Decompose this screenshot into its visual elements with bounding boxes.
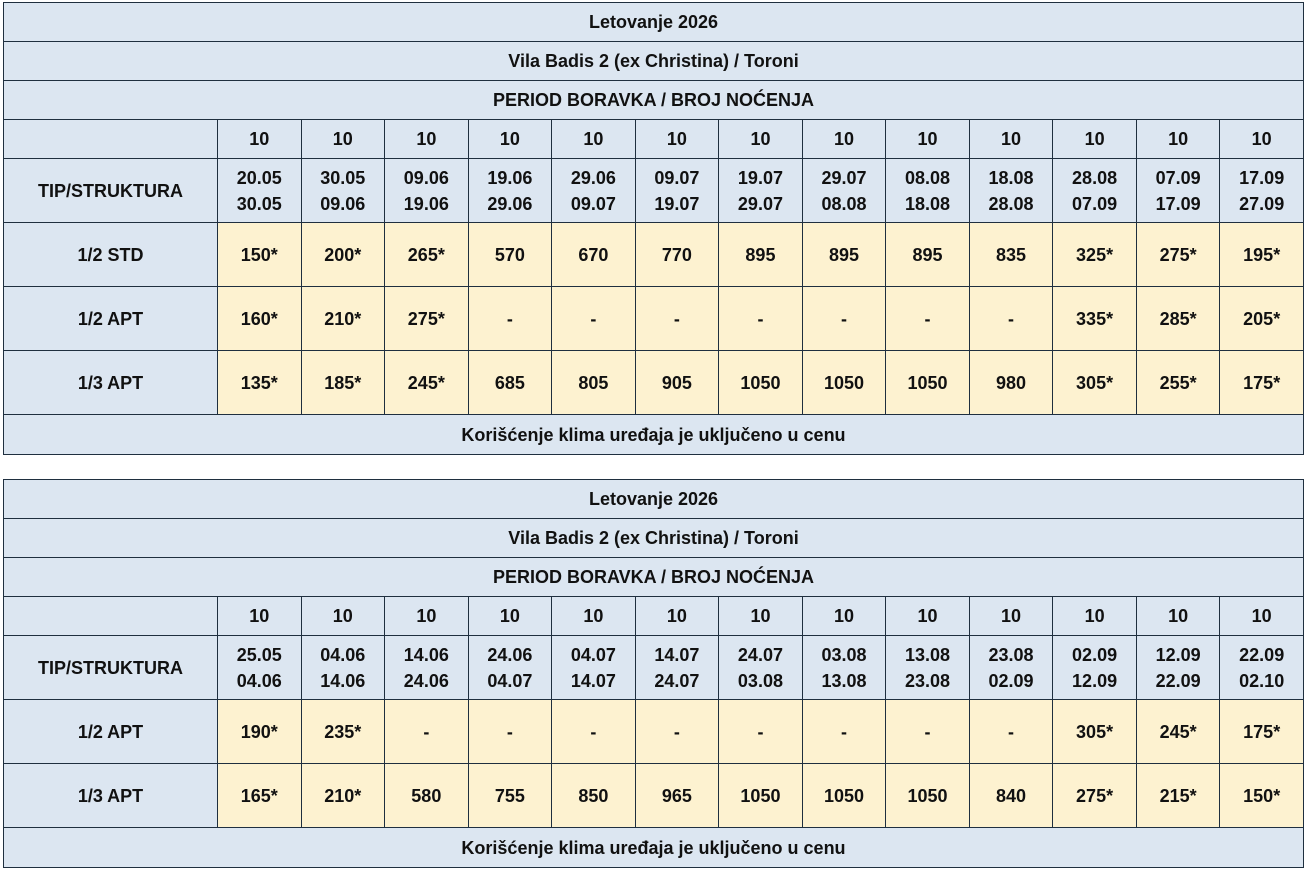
price-cell: 210*	[301, 764, 385, 828]
date-to: 14.06	[320, 670, 366, 691]
nights-cell: 10	[969, 597, 1053, 636]
type-label: TIP/STRUKTURA	[4, 636, 218, 700]
table-title: Letovanje 2026	[4, 3, 1304, 42]
date-to: 08.08	[821, 193, 867, 214]
price-cell: 755	[468, 764, 552, 828]
table-title: Letovanje 2026	[4, 480, 1304, 519]
price-cell: 285*	[1136, 287, 1220, 351]
nights-cell: 10	[719, 597, 803, 636]
date-from: 14.07	[654, 644, 700, 665]
date-cell	[468, 159, 552, 223]
date-to: 23.08	[904, 670, 951, 691]
footer-note: Korišćenje klima uređaja je uključeno u cenu	[4, 415, 1304, 455]
price-cell: -	[552, 287, 636, 351]
price-cell: 895	[886, 223, 970, 287]
date-cell	[301, 159, 385, 223]
nights-cell: 10	[468, 597, 552, 636]
date-cell	[886, 636, 970, 700]
date-from: 04.06	[320, 644, 366, 665]
price-cell: 150*	[1220, 764, 1304, 828]
date-from: 09.06	[403, 167, 449, 188]
date-from: 03.08	[821, 644, 867, 665]
date-to: 28.08	[988, 193, 1034, 214]
price-cell: 160*	[218, 287, 302, 351]
price-cell: 335*	[1053, 287, 1137, 351]
table-row	[4, 223, 1304, 287]
nights-cell: 10	[1136, 597, 1220, 636]
date-cell	[301, 636, 385, 700]
date-from: 28.08	[1072, 167, 1118, 188]
nights-cell: 10	[802, 597, 886, 636]
nights-cell: 10	[969, 120, 1053, 159]
date-from: 24.06	[487, 644, 533, 665]
date-cell	[1220, 159, 1304, 223]
date-to: 09.06	[320, 193, 366, 214]
room-type: 1/2 STD	[4, 223, 218, 287]
date-to: 03.08	[737, 670, 783, 691]
price-cell: 150*	[218, 223, 302, 287]
corner-cell	[4, 120, 218, 159]
date-to: 29.06	[487, 193, 533, 214]
price-cell: 200*	[301, 223, 385, 287]
price-cell: -	[635, 287, 719, 351]
date-to: 22.09	[1155, 670, 1201, 691]
price-cell: 275*	[1136, 223, 1220, 287]
hotel-name: Vila Badis 2 (ex Christina) / Toroni	[4, 519, 1304, 558]
date-to: 02.10	[1239, 670, 1285, 691]
price-cell: 1050	[886, 351, 970, 415]
date-cell	[802, 636, 886, 700]
price-cell: 210*	[301, 287, 385, 351]
price-cell: 895	[802, 223, 886, 287]
nights-cell: 10	[886, 120, 970, 159]
price-cell: 840	[969, 764, 1053, 828]
price-cell: 175*	[1220, 700, 1304, 764]
nights-cell: 10	[1220, 120, 1304, 159]
room-type: 1/3 APT	[4, 764, 218, 828]
date-from: 04.07	[570, 644, 616, 665]
date-to: 09.07	[570, 193, 616, 214]
date-cell	[969, 636, 1053, 700]
nights-cell: 10	[1053, 120, 1137, 159]
price-cell: 245*	[385, 351, 469, 415]
type-label: TIP/STRUKTURA	[4, 159, 218, 223]
nights-cell: 10	[635, 597, 719, 636]
price-cell: -	[969, 700, 1053, 764]
nights-cell: 10	[301, 597, 385, 636]
date-from: 18.08	[988, 167, 1034, 188]
price-cell: 185*	[301, 351, 385, 415]
nights-cell: 10	[552, 120, 636, 159]
price-cell: -	[719, 700, 803, 764]
price-cell: 215*	[1136, 764, 1220, 828]
nights-cell: 10	[1136, 120, 1220, 159]
nights-cell: 10	[218, 120, 302, 159]
date-to: 30.05	[236, 193, 282, 214]
date-from: 13.08	[904, 644, 951, 665]
price-cell: 570	[468, 223, 552, 287]
date-cell	[468, 636, 552, 700]
date-to: 04.07	[487, 670, 533, 691]
date-cell	[635, 159, 719, 223]
nights-cell: 10	[385, 597, 469, 636]
date-cell	[886, 159, 970, 223]
date-cell	[969, 159, 1053, 223]
date-cell	[1053, 159, 1137, 223]
price-cell: 205*	[1220, 287, 1304, 351]
price-cell: 685	[468, 351, 552, 415]
date-from: 22.09	[1239, 644, 1285, 665]
date-cell	[719, 636, 803, 700]
date-from: 20.05	[236, 167, 282, 188]
date-cell	[385, 159, 469, 223]
date-from: 19.07	[737, 167, 783, 188]
table-row	[4, 764, 1304, 828]
date-cell	[635, 636, 719, 700]
price-cell: -	[719, 287, 803, 351]
date-to: 18.08	[904, 193, 951, 214]
price-cell: 325*	[1053, 223, 1137, 287]
price-cell: 1050	[802, 764, 886, 828]
date-to: 19.06	[403, 193, 449, 214]
price-cell: 980	[969, 351, 1053, 415]
price-cell: -	[969, 287, 1053, 351]
date-cell	[1136, 636, 1220, 700]
nights-cell: 10	[802, 120, 886, 159]
date-from: 25.05	[236, 644, 282, 665]
footer-note: Korišćenje klima uređaja je uključeno u cenu	[4, 828, 1304, 868]
corner-cell	[4, 597, 218, 636]
date-to: 27.09	[1239, 193, 1285, 214]
room-type: 1/2 APT	[4, 700, 218, 764]
price-cell: 1050	[802, 351, 886, 415]
date-from: 30.05	[320, 167, 366, 188]
price-cell: -	[468, 287, 552, 351]
price-cell: 195*	[1220, 223, 1304, 287]
price-cell: 1050	[886, 764, 970, 828]
date-from: 29.06	[570, 167, 616, 188]
nights-cell: 10	[218, 597, 302, 636]
date-from: 14.06	[403, 644, 449, 665]
date-cell	[802, 159, 886, 223]
price-cell: 275*	[1053, 764, 1137, 828]
date-cell	[719, 159, 803, 223]
price-cell: 1050	[719, 764, 803, 828]
nights-cell: 10	[1053, 597, 1137, 636]
date-cell	[552, 159, 636, 223]
date-to: 13.08	[821, 670, 867, 691]
date-to: 04.06	[236, 670, 282, 691]
date-to: 14.07	[570, 670, 616, 691]
price-cell: 580	[385, 764, 469, 828]
nights-cell: 10	[385, 120, 469, 159]
date-from: 23.08	[988, 644, 1034, 665]
table-row	[4, 351, 1304, 415]
date-from: 07.09	[1155, 167, 1201, 188]
price-cell: 770	[635, 223, 719, 287]
date-to: 29.07	[737, 193, 783, 214]
table-row	[4, 287, 1304, 351]
price-cell: 805	[552, 351, 636, 415]
date-to: 12.09	[1072, 670, 1118, 691]
date-to: 24.06	[403, 670, 449, 691]
date-cell	[1220, 636, 1304, 700]
nights-cell: 10	[719, 120, 803, 159]
price-cell: 905	[635, 351, 719, 415]
price-cell: 965	[635, 764, 719, 828]
hotel-name: Vila Badis 2 (ex Christina) / Toroni	[4, 42, 1304, 81]
room-type: 1/3 APT	[4, 351, 218, 415]
date-cell	[385, 636, 469, 700]
date-cell	[1053, 636, 1137, 700]
price-cell: 275*	[385, 287, 469, 351]
price-cell: -	[385, 700, 469, 764]
date-to: 07.09	[1072, 193, 1118, 214]
price-table-1	[3, 2, 1304, 455]
price-cell: 190*	[218, 700, 302, 764]
price-cell: 135*	[218, 351, 302, 415]
table-row	[4, 700, 1304, 764]
date-from: 19.06	[487, 167, 533, 188]
date-to: 17.09	[1155, 193, 1201, 214]
date-from: 29.07	[821, 167, 867, 188]
nights-cell: 10	[1220, 597, 1304, 636]
date-cell	[552, 636, 636, 700]
price-cell: -	[468, 700, 552, 764]
date-cell	[218, 636, 302, 700]
date-from: 09.07	[654, 167, 700, 188]
date-cell	[1136, 159, 1220, 223]
nights-cell: 10	[301, 120, 385, 159]
price-cell: 235*	[301, 700, 385, 764]
period-label: PERIOD BORAVKA / BROJ NOĆENJA	[4, 81, 1304, 120]
price-table-2	[3, 479, 1304, 868]
price-cell: 305*	[1053, 351, 1137, 415]
period-label: PERIOD BORAVKA / BROJ NOĆENJA	[4, 558, 1304, 597]
price-cell: 305*	[1053, 700, 1137, 764]
nights-cell: 10	[635, 120, 719, 159]
price-cell: 895	[719, 223, 803, 287]
date-to: 24.07	[654, 670, 700, 691]
date-from: 08.08	[904, 167, 951, 188]
price-cell: 265*	[385, 223, 469, 287]
nights-cell: 10	[886, 597, 970, 636]
price-cell: 245*	[1136, 700, 1220, 764]
nights-cell: 10	[552, 597, 636, 636]
date-from: 24.07	[737, 644, 783, 665]
price-cell: 835	[969, 223, 1053, 287]
price-cell: -	[802, 700, 886, 764]
price-cell: -	[552, 700, 636, 764]
date-from: 12.09	[1155, 644, 1201, 665]
price-cell: 255*	[1136, 351, 1220, 415]
date-to: 02.09	[988, 670, 1034, 691]
price-cell: -	[802, 287, 886, 351]
price-cell: -	[886, 287, 970, 351]
date-from: 17.09	[1239, 167, 1285, 188]
date-from: 02.09	[1072, 644, 1118, 665]
price-cell: 1050	[719, 351, 803, 415]
price-cell: -	[635, 700, 719, 764]
price-cell: 175*	[1220, 351, 1304, 415]
room-type: 1/2 APT	[4, 287, 218, 351]
date-to: 19.07	[654, 193, 700, 214]
price-cell: 165*	[218, 764, 302, 828]
date-cell	[218, 159, 302, 223]
price-cell: 670	[552, 223, 636, 287]
price-cell: -	[886, 700, 970, 764]
price-cell: 850	[552, 764, 636, 828]
nights-cell: 10	[468, 120, 552, 159]
